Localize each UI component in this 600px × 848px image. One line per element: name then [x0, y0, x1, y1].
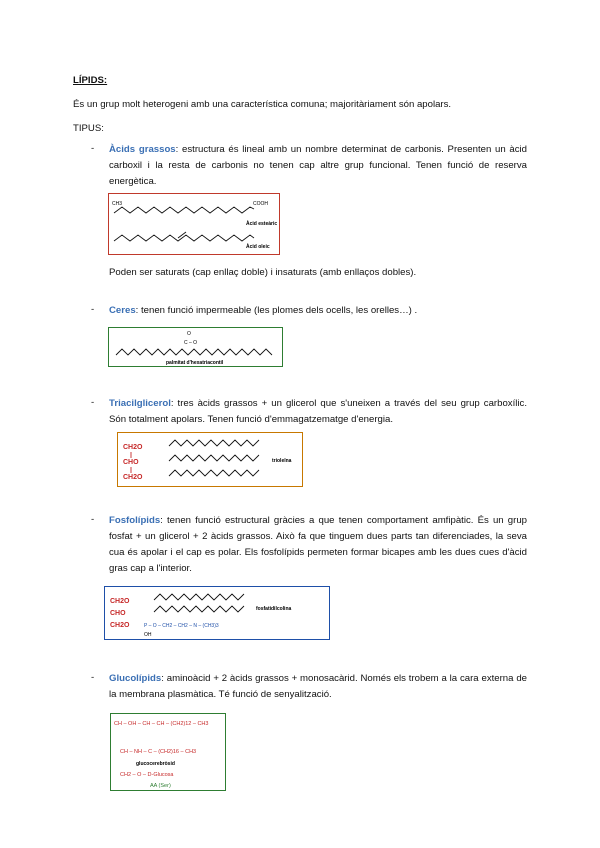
term-phospholipids: Fosfolípids — [109, 515, 161, 526]
term-glycolipids: Glucolípids — [109, 673, 162, 684]
wax-label: palmitat d'hexatriacontil — [166, 360, 224, 366]
triolein-label: trioleïna — [272, 458, 292, 464]
intro-paragraph: És un grup molt heterogeni amb una característica comuna; majoritàriament són apolars. — [73, 99, 452, 110]
list-bullet: - — [91, 143, 95, 154]
term-waxes: Ceres — [109, 305, 136, 316]
glucocerebroside-label: glucocerebròsid — [136, 761, 175, 767]
cooh-label: COOH — [253, 201, 268, 207]
list-item-glycolipids — [109, 671, 527, 703]
sphingosine-line: CH – OH – CH – CH – (CH2)12 – CH3 — [114, 721, 209, 727]
list-bullet: - — [91, 672, 95, 683]
list-bullet: - — [91, 514, 95, 525]
stearic-label: Àcid esteàric — [246, 221, 278, 227]
list-item-waxes — [109, 303, 527, 319]
description: : tres àcids grassos + un glicerol que s'uneixen a través del seu grup carboxílic. Són totalment apolars. Tenen funció d'emmagatzematge d'energia. — [109, 398, 527, 425]
waxes-figure — [108, 327, 283, 367]
page-title: LÍPIDS: — [73, 75, 108, 86]
oxygen-label: O — [187, 331, 191, 337]
glucose-line: CH2 – O – D-Glucosa — [120, 772, 174, 778]
glycerol-row-2: CHO — [110, 610, 126, 617]
phosphate-head: P – O – CH2 – CH2 – N – (CH3)3 — [144, 623, 219, 629]
fatty-acids-note: Poden ser saturats (cap enllaç doble) i insaturats (amb enllaços dobles). — [109, 267, 417, 278]
glycerol-row-1: CH2O — [123, 444, 143, 451]
list-item-triacylglycerol — [109, 396, 527, 428]
description: : tenen funció impermeable (les plomes dels ocells, les orelles…) . — [135, 305, 418, 316]
description: : tenen funció estructural gràcies a que tenen comportament amfipàtic. És un grup fosfat + un glicerol + 2 àcids grassos. Això fa que tinguem dues parts tan diferenciades, la seva cua és apolar i el cap es polar. Els fosfolípids permeten formar bicapes amb les dues cues d'àcid gras cap a l'interior. — [109, 515, 527, 574]
list-item-phospholipids — [109, 513, 527, 577]
phosphatidylcholine-label: fosfatidilcolina — [256, 606, 292, 612]
fatty-acids-figure — [108, 193, 280, 255]
glycerol-row-3: CH2O — [123, 474, 143, 481]
amide-line: CH – NH – C – (CH2)16 – CH3 — [120, 749, 197, 755]
glycolipids-figure — [110, 713, 226, 791]
list-item-fatty-acids — [109, 142, 527, 190]
triacylglycerol-figure — [117, 432, 303, 487]
types-heading: TIPUS: — [73, 123, 104, 134]
list-bullet: - — [91, 304, 95, 315]
list-bullet: - — [91, 397, 95, 408]
glycerol-row-2: CHO — [123, 459, 139, 466]
term-triacylglycerol: Triacilglicerol — [109, 398, 171, 409]
ch3-label: CH3 — [112, 201, 123, 207]
description: : aminoàcid + 2 àcids grassos + monosacàrid. Només els trobem a la cara externa de la membrana plasmàtica. Té funció de senyalització. — [109, 673, 527, 700]
description: : estructura és lineal amb un nombre determinat de carbonis. Presenten un àcid carboxil i la resta de carbonis no tenen cap altre grup funcional. Tenen funció de reserva energètica. — [109, 144, 527, 187]
oleic-label: Àcid oleic — [246, 244, 270, 250]
ester-label: C – O — [184, 340, 198, 346]
hydroxyl-label: OH — [144, 632, 152, 638]
wax-chain — [116, 349, 272, 355]
glycerol-row-1: CH2O — [110, 598, 130, 605]
stearic-chain — [114, 207, 254, 213]
term-fatty-acids: Àcids grassos — [109, 144, 176, 155]
amino-acid-line: AA (Ser) — [150, 783, 171, 789]
oleic-chain — [114, 235, 254, 241]
glycerol-row-3: CH2O — [110, 622, 130, 629]
phospholipids-figure — [104, 586, 330, 640]
double-bond — [178, 232, 186, 238]
